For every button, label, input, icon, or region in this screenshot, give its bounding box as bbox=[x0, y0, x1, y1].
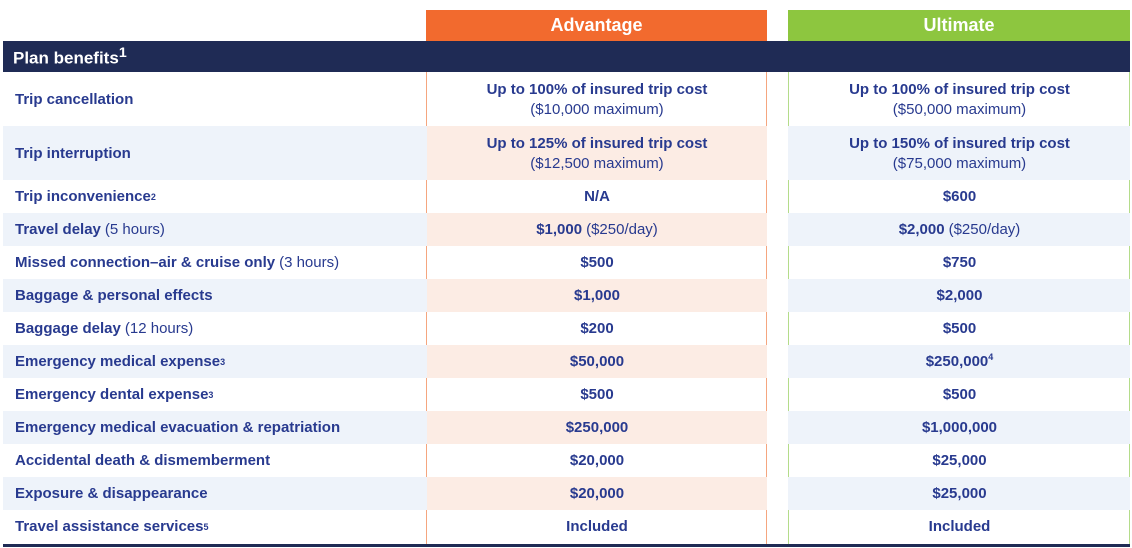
table-row bbox=[3, 444, 1130, 477]
value-main-line: N/A bbox=[584, 188, 610, 205]
benefit-label: Baggage & personal effects bbox=[15, 287, 213, 304]
advantage-value bbox=[427, 213, 767, 246]
advantage-value bbox=[427, 477, 767, 510]
ultimate-value bbox=[789, 510, 1130, 543]
benefit-note: (3 hours) bbox=[279, 254, 340, 271]
value-main-line: Up to 150% of insured trip cost bbox=[849, 134, 1070, 152]
value-main-line: $2,000 bbox=[936, 287, 983, 304]
benefit-note: (5 hours) bbox=[104, 221, 165, 238]
benefit-label: Trip inconvenience 2 bbox=[15, 188, 156, 205]
ultimate-value bbox=[789, 180, 1130, 213]
value-main-line: $500 bbox=[580, 386, 614, 403]
value-main-line: Included bbox=[928, 518, 991, 535]
benefit-label: Travel delay (5 hours) bbox=[15, 221, 165, 238]
value-main-line: Up to 125% of insured trip cost bbox=[486, 134, 708, 152]
value-footnote: 4 bbox=[988, 352, 994, 362]
plan-benefits-footnote: 1 bbox=[118, 44, 127, 61]
value-main-line: $1,000 bbox=[574, 287, 620, 304]
table-row bbox=[3, 213, 1130, 246]
table-row bbox=[3, 411, 1130, 444]
table-row bbox=[3, 246, 1130, 279]
ultimate-value bbox=[789, 411, 1130, 444]
benefit-label: Trip cancellation bbox=[15, 90, 134, 108]
value-main-line: $2,000 ($250/day) bbox=[898, 221, 1021, 238]
advantage-value bbox=[427, 345, 767, 378]
value-main-line: $1,000 ($250/day) bbox=[536, 221, 658, 238]
ultimate-value bbox=[789, 477, 1130, 510]
ultimate-value bbox=[789, 378, 1130, 411]
ultimate-value bbox=[789, 279, 1130, 312]
ultimate-header-label: Ultimate bbox=[923, 15, 995, 35]
table-row bbox=[3, 180, 1130, 213]
table-row bbox=[3, 279, 1130, 312]
advantage-value bbox=[427, 312, 767, 345]
advantage-value bbox=[427, 246, 767, 279]
benefit-label: Emergency medical expense 3 bbox=[15, 353, 226, 370]
value-main-line: Included bbox=[566, 518, 628, 535]
value-main-line: $750 bbox=[942, 254, 977, 271]
value-main-line: $500 bbox=[942, 320, 977, 337]
benefits-table bbox=[3, 72, 1130, 543]
advantage-value bbox=[427, 510, 767, 543]
ultimate-value bbox=[789, 72, 1130, 126]
table-row bbox=[3, 510, 1130, 543]
value-main-line: $600 bbox=[942, 188, 977, 205]
benefit-label: Emergency medical evacuation & repatriation bbox=[15, 419, 341, 436]
benefit-label: Travel assistance services 5 bbox=[15, 518, 209, 535]
advantage-value bbox=[427, 411, 767, 444]
benefit-label: Baggage delay (12 hours) bbox=[15, 320, 194, 337]
benefit-label: Accidental death & dismemberment bbox=[15, 452, 271, 469]
value-maximum: ($12,500 maximum) bbox=[530, 154, 664, 172]
table-row bbox=[3, 378, 1130, 411]
table-row bbox=[3, 312, 1130, 345]
value-main-line: $200 bbox=[580, 320, 614, 337]
advantage-value bbox=[427, 180, 767, 213]
ultimate-value bbox=[789, 312, 1130, 345]
advantage-value bbox=[427, 444, 767, 477]
bottom-rule bbox=[3, 544, 1130, 547]
advantage-value bbox=[427, 378, 767, 411]
value-main-line: $250,000$^4$ bbox=[925, 352, 994, 370]
value-daily-rate: ($250/day) bbox=[948, 221, 1021, 238]
ultimate-value bbox=[789, 126, 1130, 180]
value-main-line: $500 bbox=[942, 386, 977, 403]
value-daily-rate: ($250/day) bbox=[586, 221, 658, 238]
value-main-line: $25,000 bbox=[932, 452, 987, 469]
benefit-label: Exposure & disappearance bbox=[15, 485, 208, 502]
table-row bbox=[3, 126, 1130, 180]
value-maximum: ($10,000 maximum) bbox=[530, 100, 664, 118]
value-main-line: $50,000 bbox=[569, 353, 625, 370]
plan-benefits-label: Plan benefits$^1$ bbox=[13, 44, 127, 68]
advantage-value bbox=[427, 279, 767, 312]
value-main-line: $25,000 bbox=[932, 485, 987, 502]
value-main-line: $250,000 bbox=[565, 419, 629, 436]
value-main-line: Up to 100% of insured trip cost bbox=[849, 80, 1070, 98]
benefit-label: Trip interruption bbox=[15, 144, 131, 162]
value-maximum: ($50,000 maximum) bbox=[892, 100, 1027, 118]
ultimate-value bbox=[789, 345, 1130, 378]
benefit-note: (12 hours) bbox=[124, 320, 194, 337]
value-maximum: ($75,000 maximum) bbox=[892, 154, 1027, 172]
value-main-line: $500 bbox=[580, 254, 614, 271]
ultimate-value bbox=[789, 444, 1130, 477]
advantage-value bbox=[427, 72, 767, 126]
table-row bbox=[3, 345, 1130, 378]
ultimate-value bbox=[789, 213, 1130, 246]
benefit-label: Emergency dental expense 3 bbox=[15, 386, 214, 403]
advantage-value bbox=[427, 126, 767, 180]
advantage-header-label: Advantage bbox=[550, 15, 643, 35]
value-main-line: Up to 100% of insured trip cost bbox=[486, 80, 708, 98]
value-main-line: $20,000 bbox=[569, 452, 625, 469]
ultimate-column-header bbox=[788, 10, 1130, 41]
value-main-line: $20,000 bbox=[569, 485, 625, 502]
value-main-line: $1,000,000 bbox=[921, 419, 998, 436]
table-row bbox=[3, 477, 1130, 510]
plan-benefits-band bbox=[3, 41, 1130, 72]
advantage-column-header bbox=[426, 10, 767, 41]
ultimate-value bbox=[789, 246, 1130, 279]
table-row bbox=[3, 72, 1130, 126]
benefit-label: Missed connection–air & cruise only (3 hours) bbox=[15, 254, 340, 271]
